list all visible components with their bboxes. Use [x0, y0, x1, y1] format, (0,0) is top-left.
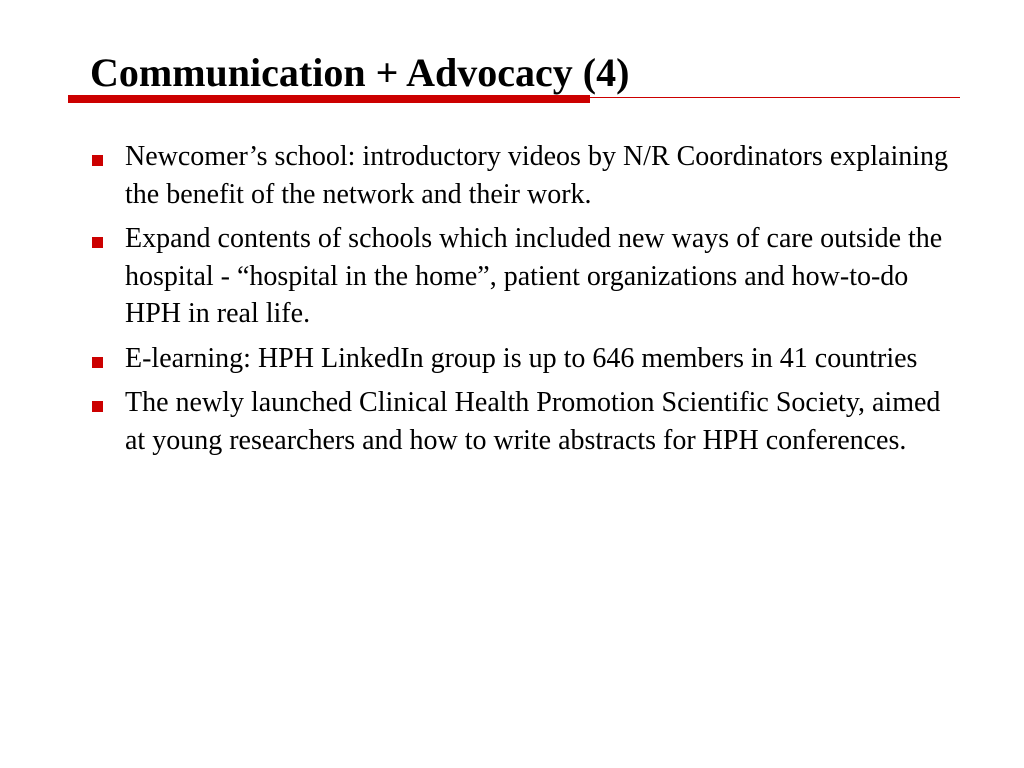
bullet-item	[0, 220, 955, 333]
bullet-item	[0, 384, 955, 459]
bullet-item	[0, 340, 955, 378]
bullet-text: The newly launched Clinical Health Promotion Scientific Society, aimed at young researchers and how to write abstracts for HPH conferences.	[125, 387, 941, 456]
bullet-text: Newcomer’s school: introductory videos by N/R Coordinators explaining the benefit of the network and their work.	[125, 141, 949, 210]
square-bullet-icon	[92, 237, 103, 248]
square-bullet-icon	[92, 155, 103, 166]
square-bullet-icon	[92, 401, 103, 412]
title-underline-thick	[68, 95, 590, 103]
square-bullet-icon	[92, 357, 103, 368]
bullet-item	[0, 138, 955, 213]
bullet-list	[0, 138, 1024, 466]
bullet-text: Expand contents of schools which included new ways of care outside the hospital - “hospital in the home”, patient organizations and how-to-do HPH in real life.	[125, 223, 943, 329]
bullet-text: E-learning: HPH LinkedIn group is up to 646 members in 41 countries	[125, 342, 918, 374]
slide-title: Communication + Advocacy (4)	[90, 50, 630, 95]
